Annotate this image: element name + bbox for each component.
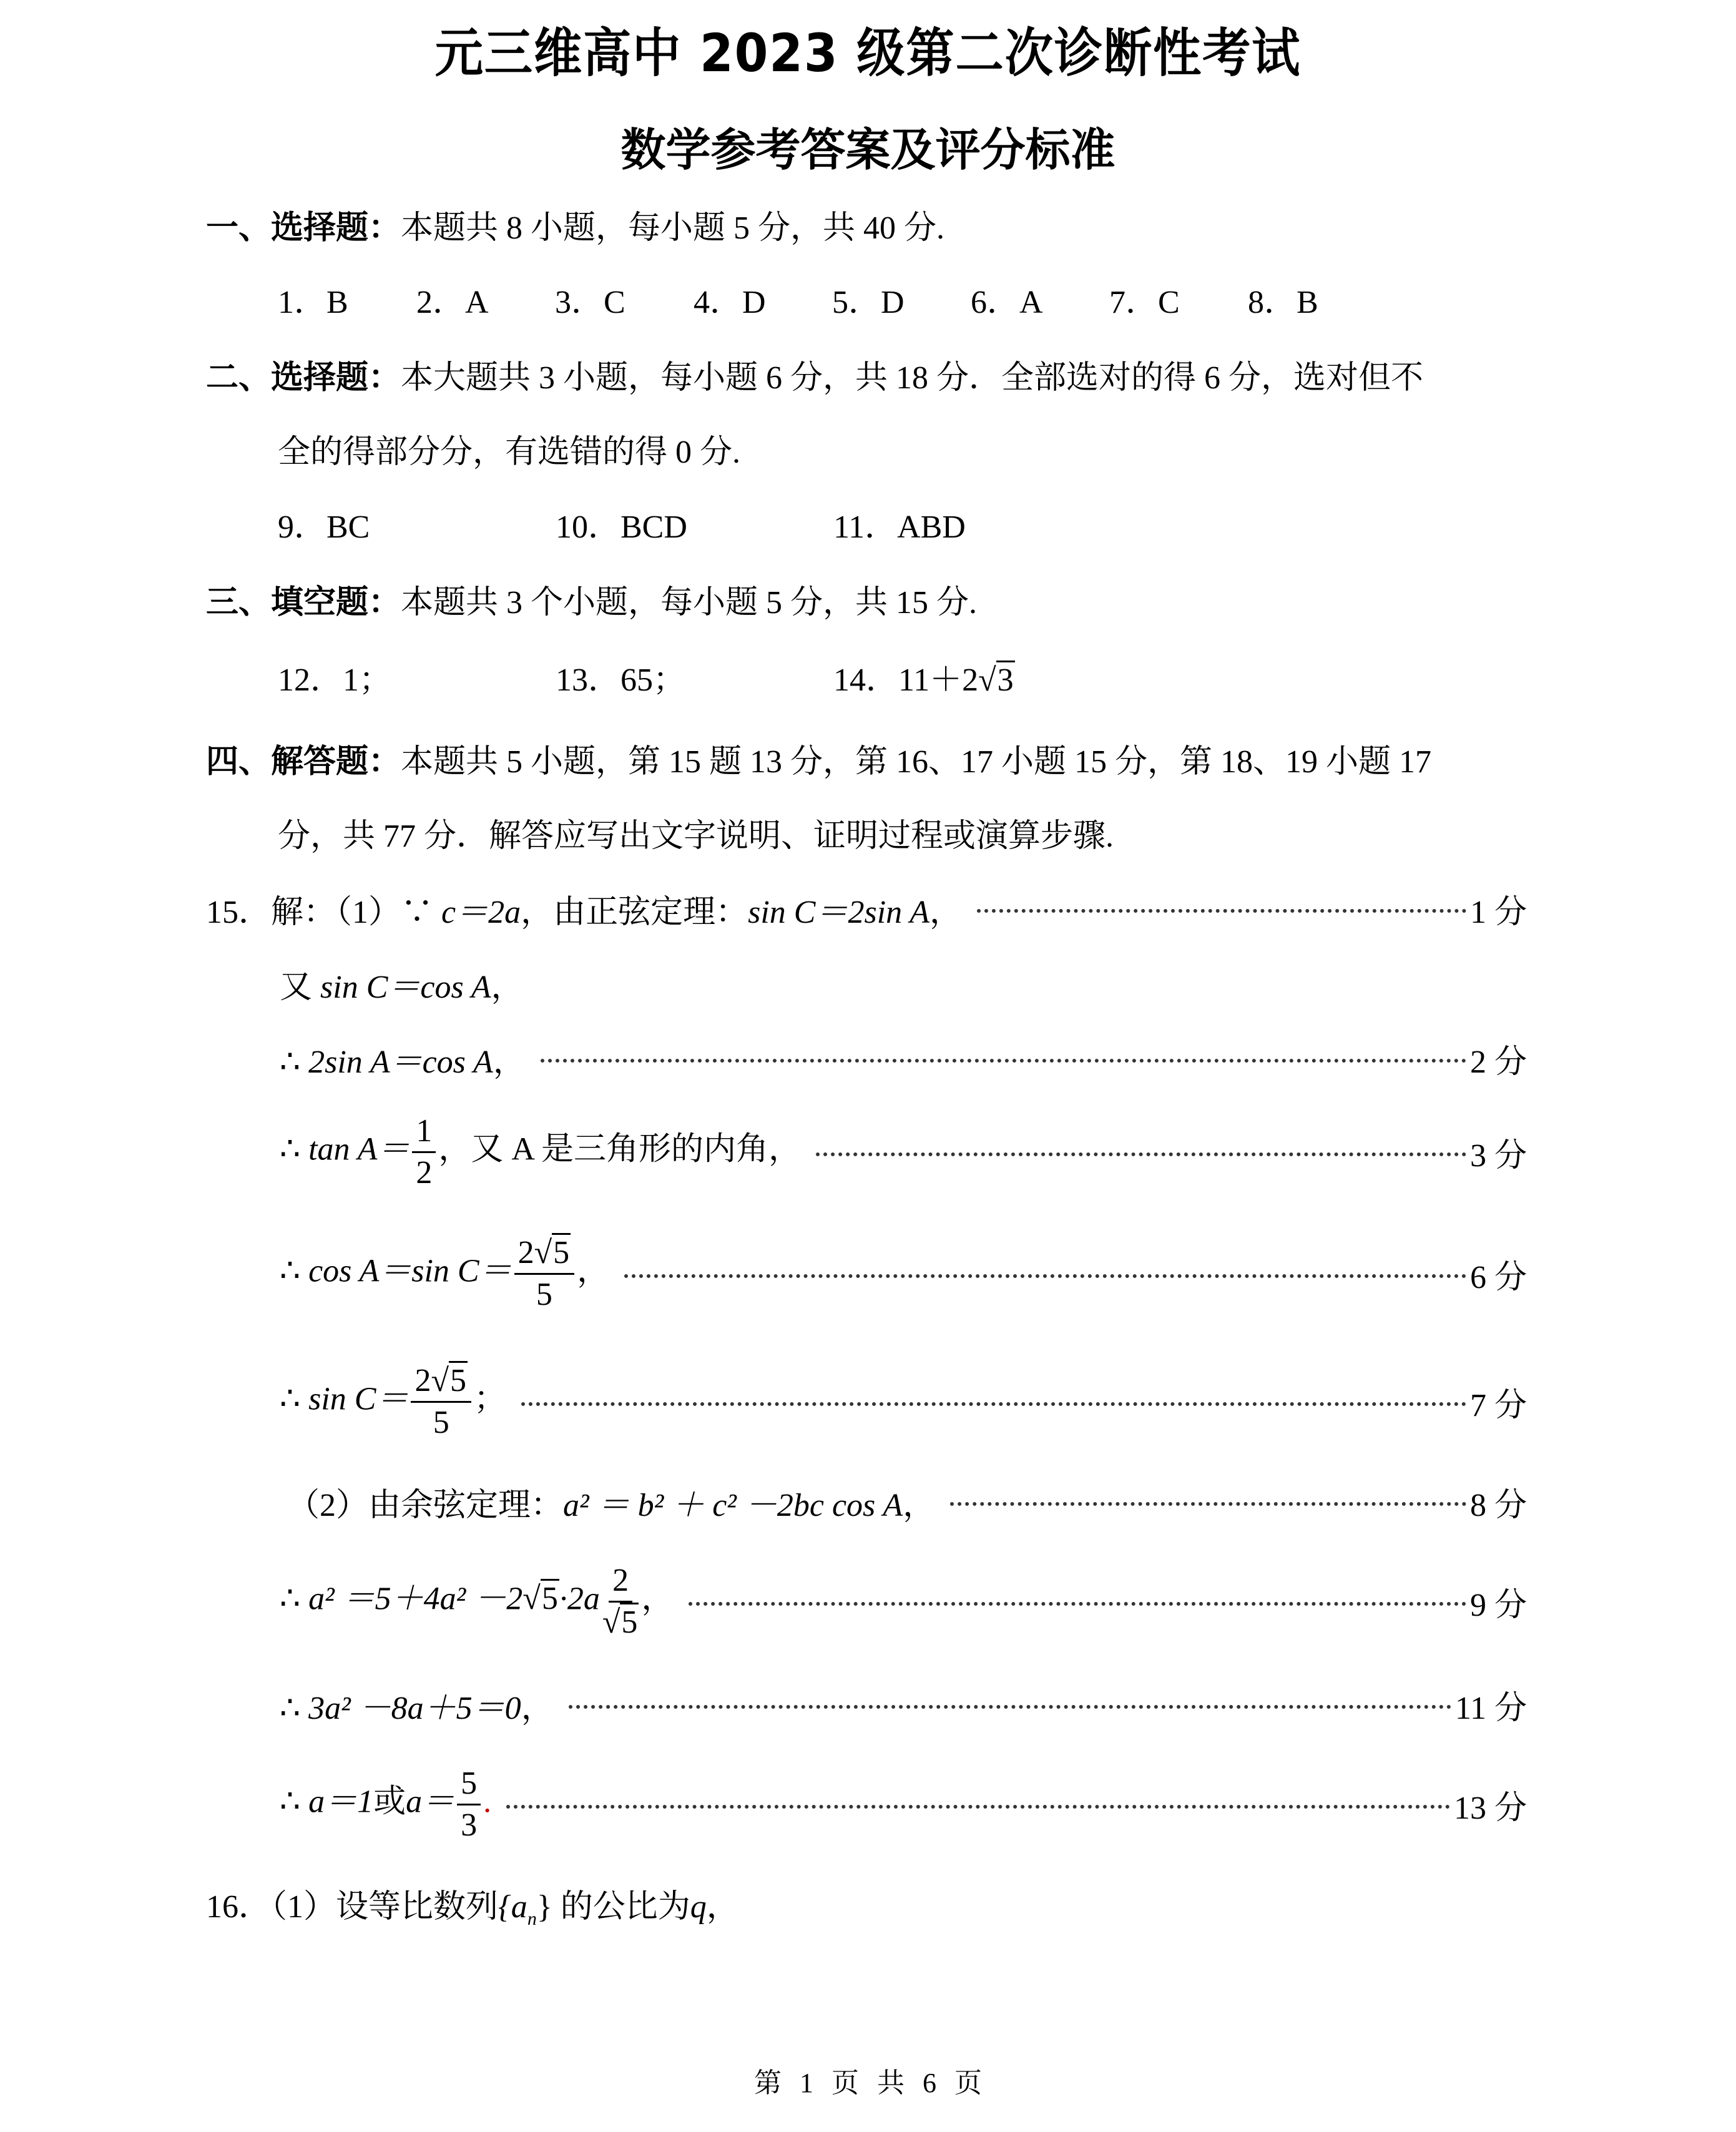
q15-step-10-math-a: a＝1: [308, 1783, 374, 1819]
fraction-denominator: 5: [433, 1404, 449, 1440]
page-footer: 第 1 页 共 6 页: [754, 2068, 982, 2098]
q15-step-8-tail: ，: [641, 1580, 674, 1616]
q15-step-7-expr: [287, 1478, 935, 1525]
dot-leader: [569, 1705, 1451, 1709]
dot-leader: [624, 1274, 1466, 1278]
answer-14-radicand: 3: [996, 661, 1015, 698]
q15-label: 15．解：（1）∵: [206, 894, 442, 930]
fraction-numerator: 5: [457, 1767, 481, 1805]
section-3-header: [206, 581, 977, 625]
fraction-denominator: 3: [461, 1807, 478, 1843]
therefore-symbol: ∴: [280, 1580, 309, 1616]
section-4-header: [206, 740, 1431, 784]
q16-seq: {a: [498, 1889, 527, 1925]
q15-step-2-tail: ，: [491, 969, 524, 1005]
q15-step-10-math-b: a＝: [406, 1783, 455, 1819]
numerator-coef: 2: [517, 1234, 534, 1270]
sqrt-symbol: √5: [534, 1237, 571, 1269]
section-2-answers: [278, 506, 966, 549]
fraction: [457, 1767, 481, 1842]
fraction-numerator: [411, 1362, 471, 1403]
q15-step-8-math: a² ＝5＋4a² －2: [308, 1580, 523, 1616]
dot-leader: [521, 1402, 1466, 1406]
therefore-symbol: ∴: [280, 1690, 309, 1726]
q16-label: 16．（1）设等比数列: [206, 1889, 499, 1925]
q15-step-5-math: cos A＝sin C＝: [308, 1252, 512, 1289]
answer-14-label: 14．: [833, 662, 899, 698]
section-3-answers: [278, 659, 1015, 702]
q15-step-6-score: 7 分: [1469, 1387, 1527, 1423]
q15-step-10-tail: .: [483, 1783, 492, 1819]
document-subtitle: 数学参考答案及评分标准: [620, 124, 1116, 176]
q15-step-10-or: 或: [373, 1783, 406, 1819]
fraction: [412, 1115, 436, 1189]
fraction: [602, 1562, 639, 1640]
q15-step-7-math: a² ＝ b² ＋ c² －2bc cos A: [563, 1487, 903, 1523]
section-1-heading: 一、选择题：: [206, 209, 401, 247]
section-2-header: [206, 356, 1423, 400]
radicand: 5: [541, 1579, 559, 1616]
q16-intro: [206, 1885, 739, 1929]
q16-ratio-var: q: [690, 1889, 707, 1925]
section-2-desc: 本大题共 3 小题，每小题 6 分，共 18 分．全部选对的得 6 分，选对但不: [401, 360, 1424, 396]
answer-11: 11．ABD: [833, 509, 966, 545]
answer-4: 4．D: [694, 285, 766, 320]
therefore-symbol: ∴: [280, 1252, 309, 1289]
q15-step-4-score: 3 分: [1469, 1137, 1527, 1174]
sqrt-symbol: √5: [522, 1580, 559, 1617]
q15-step-7-tail: ，: [903, 1487, 936, 1523]
q15-step-9-score: 11 分: [1454, 1690, 1527, 1726]
q15-step-2: [280, 961, 1527, 1005]
q15-step-9-expr: [280, 1681, 554, 1728]
q15-step-4-tail: ，又 A 是三角形的内角，: [438, 1131, 802, 1167]
q15-step-5: [280, 1227, 1527, 1320]
dot-leader: [541, 1059, 1466, 1063]
answer-13: 13．65；: [556, 662, 686, 698]
q15-step-1-mid: ，由正弦定理：: [521, 894, 748, 930]
sqrt-symbol: √5: [431, 1365, 468, 1397]
answer-10: 10．BCD: [556, 509, 687, 545]
q15-step-4: [280, 1108, 1527, 1196]
q15-step-9-math: 3a² －8a＋5＝0: [308, 1690, 521, 1726]
q15-step-1-math-a: c＝2a: [441, 894, 521, 930]
sqrt-symbol: √3: [978, 659, 1015, 702]
q15-step-5-score: 6 分: [1469, 1259, 1527, 1295]
section-3-desc: 本题共 3 个小题，每小题 5 分，共 15 分.: [401, 585, 978, 621]
q15-step-1-score: 1 分: [1469, 894, 1527, 930]
q16-tail: 的公比为: [552, 1889, 690, 1925]
radicand: 5: [449, 1361, 468, 1398]
therefore-symbol: ∴: [280, 1044, 309, 1080]
q15-step-3-tail: ，: [493, 1044, 526, 1080]
fraction-numerator: 1: [412, 1115, 436, 1153]
answer-7: 7．C: [1109, 285, 1180, 320]
q15-step-6-expr: [280, 1362, 507, 1440]
answer-9: 9．BC: [278, 509, 370, 545]
answer-5: 5．D: [832, 285, 905, 320]
q15-step-1: [206, 887, 1527, 930]
answer-8: 8．B: [1248, 285, 1318, 320]
answer-12: 12．1；: [278, 662, 392, 698]
q15-step-1-math-b: sin C＝2sin A: [748, 894, 930, 930]
section-1-header: [206, 206, 944, 250]
answer-14-expr: 11＋2: [898, 662, 979, 698]
fraction: [411, 1362, 471, 1440]
q15-step-2-math: sin C＝cos A: [320, 969, 491, 1005]
section-4-desc: 本题共 5 小题，第 15 题 13 分，第 16、17 小题 15 分，第 18、19 小题 17: [401, 744, 1432, 780]
section-3-heading: 三、填空题：: [206, 584, 401, 621]
q15-step-10: [280, 1757, 1527, 1851]
q15-step-3-expr: [280, 1035, 526, 1082]
q15-step-9-tail: ，: [521, 1690, 554, 1726]
therefore-symbol: ∴: [280, 1131, 309, 1167]
q15-step-3-math: 2sin A＝cos A: [308, 1044, 493, 1080]
answer-2: 2．A: [416, 285, 489, 320]
therefore-symbol: ∴: [280, 1783, 309, 1819]
fraction-denominator: 2: [416, 1154, 433, 1191]
section-1-answers: [278, 281, 1318, 325]
answer-14: [833, 659, 1015, 702]
dot-leader: [506, 1805, 1450, 1809]
q15-step-3-score: 2 分: [1469, 1044, 1527, 1080]
q15-step-2-expr: [280, 960, 524, 1007]
q15-step-10-score: 13 分: [1453, 1790, 1527, 1826]
q15-part-2-label: （2）由余弦定理：: [287, 1487, 564, 1523]
q15-step-6-math: sin C＝: [308, 1380, 409, 1417]
q15-step-8-math-mid: ·2a: [559, 1580, 600, 1616]
q15-step-1-tail: ，: [929, 894, 963, 930]
q15-step-6: [280, 1355, 1527, 1448]
answer-3: 3．C: [555, 285, 625, 320]
q15-step-3: [280, 1036, 1527, 1080]
q15-step-4-expr: [280, 1115, 801, 1189]
document-title: 元三维高中 2023 级第二次诊断性考试: [434, 22, 1302, 84]
section-2-heading: 二、选择题：: [206, 359, 401, 396]
fraction-denominator: [602, 1603, 639, 1639]
answer-1: 1．B: [278, 285, 348, 320]
section-1-desc: 本题共 8 小题，每小题 5 分，共 40 分.: [401, 210, 945, 246]
therefore-symbol: ∴: [280, 1380, 309, 1417]
section-4-heading: 四、解答题：: [206, 743, 401, 780]
q15-step-1-expr: [206, 885, 962, 932]
q15-step-6-tail: ；: [474, 1380, 507, 1417]
q15-step-7-score: 8 分: [1469, 1487, 1527, 1523]
section-2-desc-cont: 全的得部分分，有选错的得 0 分.: [278, 435, 741, 470]
q16-seq-close: }: [536, 1889, 552, 1925]
q15-step-8: [280, 1555, 1527, 1648]
fraction-numerator: [514, 1234, 575, 1275]
dot-leader: [977, 909, 1466, 913]
q15-step-10-expr: [280, 1767, 491, 1842]
q15-step-9: [280, 1683, 1527, 1726]
radicand: 5: [620, 1603, 639, 1640]
q15-step-4-math: tan A＝: [308, 1131, 410, 1167]
sqrt-symbol: √5: [602, 1606, 639, 1639]
q16-seq-sub: n: [527, 1908, 537, 1929]
q15-step-2-lead: 又: [280, 969, 321, 1005]
dot-leader: [816, 1152, 1466, 1156]
fraction-numerator: 2: [609, 1565, 632, 1603]
q15-step-8-expr: [280, 1562, 674, 1640]
q15-step-5-expr: [280, 1234, 610, 1312]
fraction: [514, 1234, 575, 1312]
numerator-coef: 2: [414, 1362, 431, 1398]
dot-leader: [950, 1502, 1466, 1506]
q15-step-8-score: 9 分: [1469, 1587, 1527, 1623]
dot-leader: [689, 1602, 1466, 1606]
answer-6: 6．A: [971, 285, 1043, 320]
radicand: 5: [552, 1233, 571, 1270]
section-4-desc-cont: 分，共 77 分．解答应写出文字说明、证明过程或演算步骤.: [278, 818, 1114, 854]
fraction-denominator: 5: [536, 1276, 552, 1312]
q15-step-7: [287, 1480, 1527, 1523]
q16-end: ，: [706, 1889, 739, 1925]
q15-step-5-tail: ，: [577, 1252, 610, 1289]
